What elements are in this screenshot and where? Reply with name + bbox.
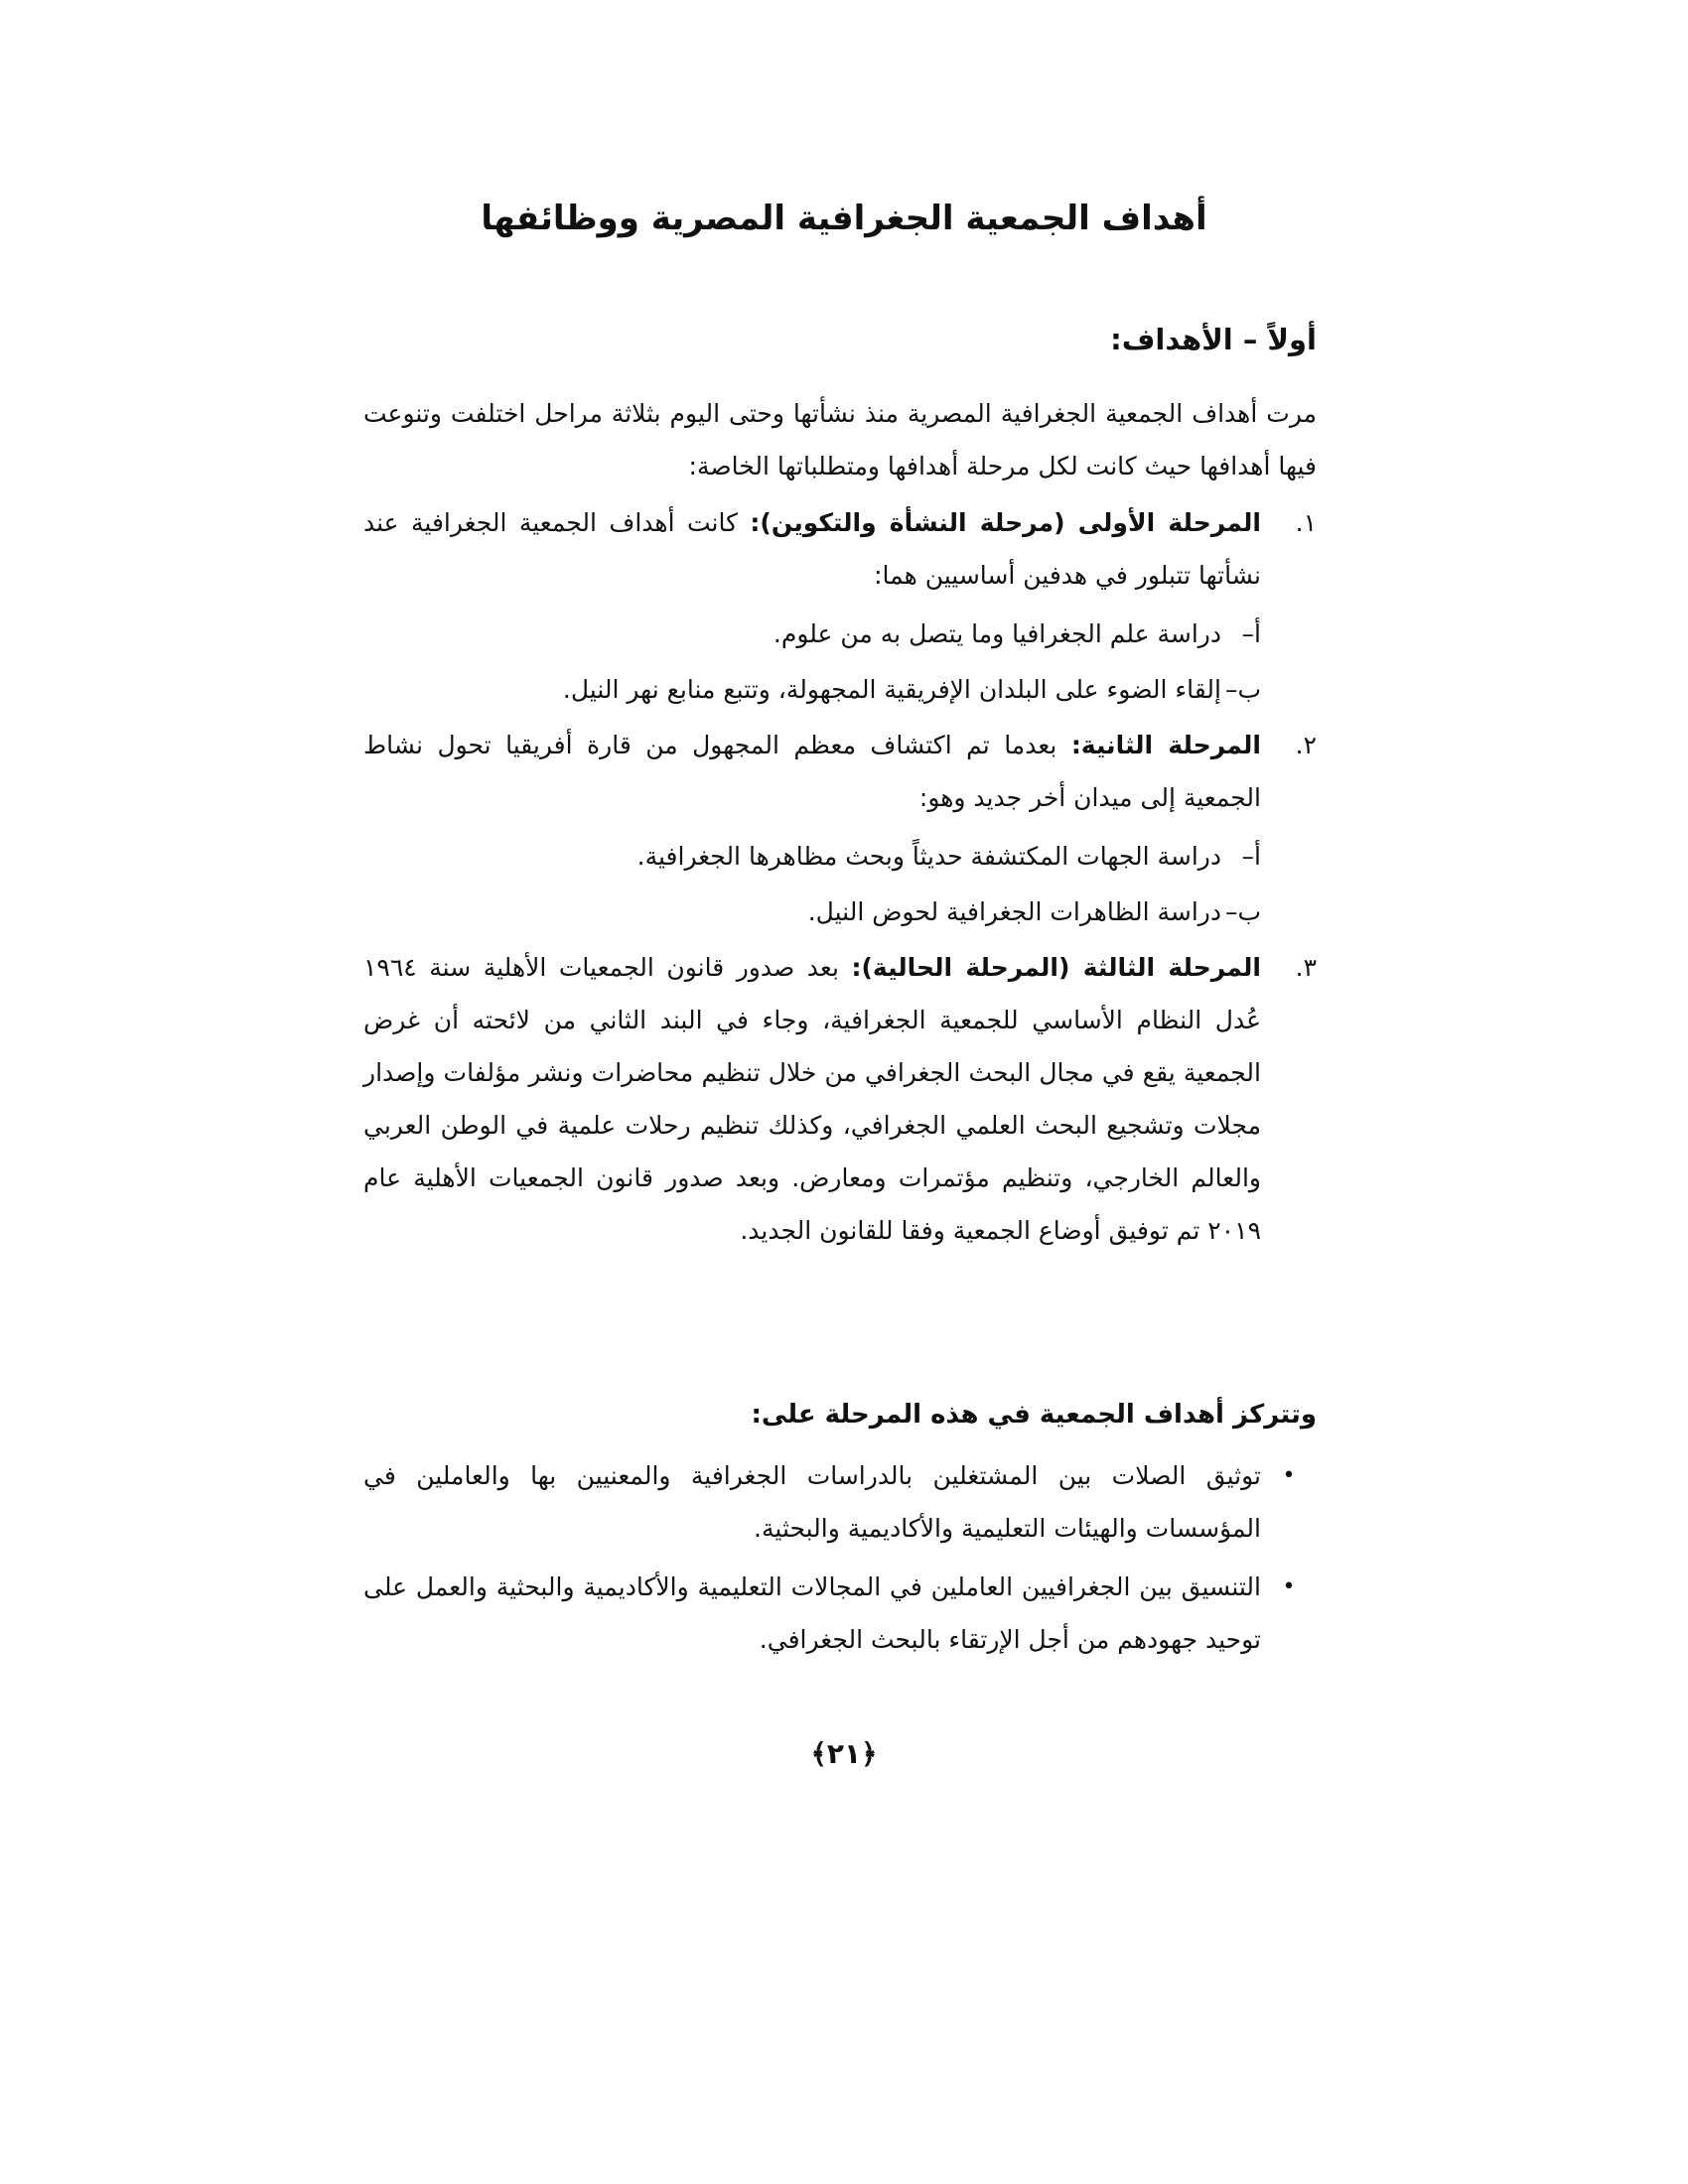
sub-letter: أ–	[1241, 842, 1261, 871]
sub-text: دراسة علم الجغرافيا وما يتصل به من علوم.	[773, 619, 1221, 648]
sub-text: إلقاء الضوء على البلدان الإفريقية المجهولة، وتتبع منابع نهر النيل.	[562, 675, 1221, 704]
stage-item-3	[363, 941, 1317, 1257]
stage-number: ١.	[1295, 508, 1317, 537]
stage-text	[363, 719, 1261, 824]
intro-paragraph: مرت أهداف الجمعية الجغرافية المصرية منذ نشأتها وحتى اليوم بثلاثة مراحل اختلفت وتنوعت فيها أهدافها حيث كانت لكل مرحلة أهدافها ومتطلباتها الخاصة:	[363, 399, 1317, 480]
stage-item-2	[363, 719, 1317, 824]
section-heading-focus: وتتركز أهداف الجمعية في هذه المرحلة على:	[751, 1400, 1317, 1430]
stage-2-sub-b	[367, 886, 1261, 938]
stage-1-sub-b	[367, 663, 1261, 716]
stage-body: بعد صدور قانون الجمعيات الأهلية سنة ١٩٦٤ عُدل النظام الأساسي للجمعية الجغرافية، وجاء في البند الثاني من لائحته أن غرض الجمعية يقع في مجال البحث الجغرافي من خلال تنظيم محاضرات ونشر مؤلفات وإصدار مجلات وتشجيع البحث العلمي الجغرافي، وكذلك تنظيم رحلات علمية في الوطن العربي والعالم الخارجي، وتنظيم مؤتمرات ومعارض. وبعد صدور قانون الجمعيات الأهلية عام ٢٠١٩ تم توفيق أوضاع الجمعية وفقا للقانون الجديد.	[363, 953, 1261, 1245]
stage-2-sub-a	[367, 830, 1261, 883]
section-heading-objectives: أولاً – الأهداف:	[1110, 323, 1317, 356]
bullet-text: توثيق الصلات بين المشتغلين بالدراسات الجغرافية والمعنيين بها والعاملين في المؤسسات والهيئات التعليمية والأكاديمية والبحثية.	[363, 1461, 1261, 1543]
stage-body: كانت أهداف الجمعية الجغرافية عند نشأتها تتبلور في هدفين أساسيين هما:	[363, 508, 1261, 590]
sub-letter: ب–	[1224, 675, 1261, 704]
bullet-icon: •	[1282, 1463, 1296, 1488]
sub-letter: أ–	[1241, 619, 1261, 648]
page-number: ﴿٢١﴾	[810, 1737, 878, 1770]
bullet-item-2	[363, 1561, 1317, 1666]
stage-item-1	[363, 496, 1317, 602]
stage-label: المرحلة الثالثة (المرحلة الحالية):	[851, 953, 1261, 982]
sub-text: دراسة الظاهرات الجغرافية لحوض النيل.	[807, 897, 1221, 926]
stage-text	[363, 941, 1261, 1257]
page-title: أهداف الجمعية الجغرافية المصرية ووظائفها	[481, 199, 1207, 238]
sub-text: دراسة الجهات المكتشفة حديثاً وبحث مظاهرها الجغرافية.	[636, 842, 1221, 871]
stage-text	[363, 496, 1261, 602]
stage-number: ٢.	[1295, 731, 1317, 759]
stage-number: ٣.	[1295, 953, 1317, 982]
bullet-text: التنسيق بين الجغرافيين العاملين في المجالات التعليمية والأكاديمية والبحثية والعمل على توحيد جهودهم من أجل الإرتقاء بالبحث الجغرافي.	[363, 1572, 1261, 1654]
stage-1-sub-a	[367, 608, 1261, 660]
stage-label: المرحلة الثانية:	[1070, 731, 1261, 759]
bullet-icon: •	[1282, 1574, 1296, 1599]
sub-letter: ب–	[1224, 897, 1261, 926]
stage-body: بعدما تم اكتشاف معظم المجهول من قارة أفريقيا تحول نشاط الجمعية إلى ميدان أخر جديد وهو:	[363, 731, 1261, 812]
stage-label: المرحلة الأولى (مرحلة النشأة والتكوين):	[750, 508, 1261, 537]
bullet-item-1	[363, 1449, 1317, 1555]
